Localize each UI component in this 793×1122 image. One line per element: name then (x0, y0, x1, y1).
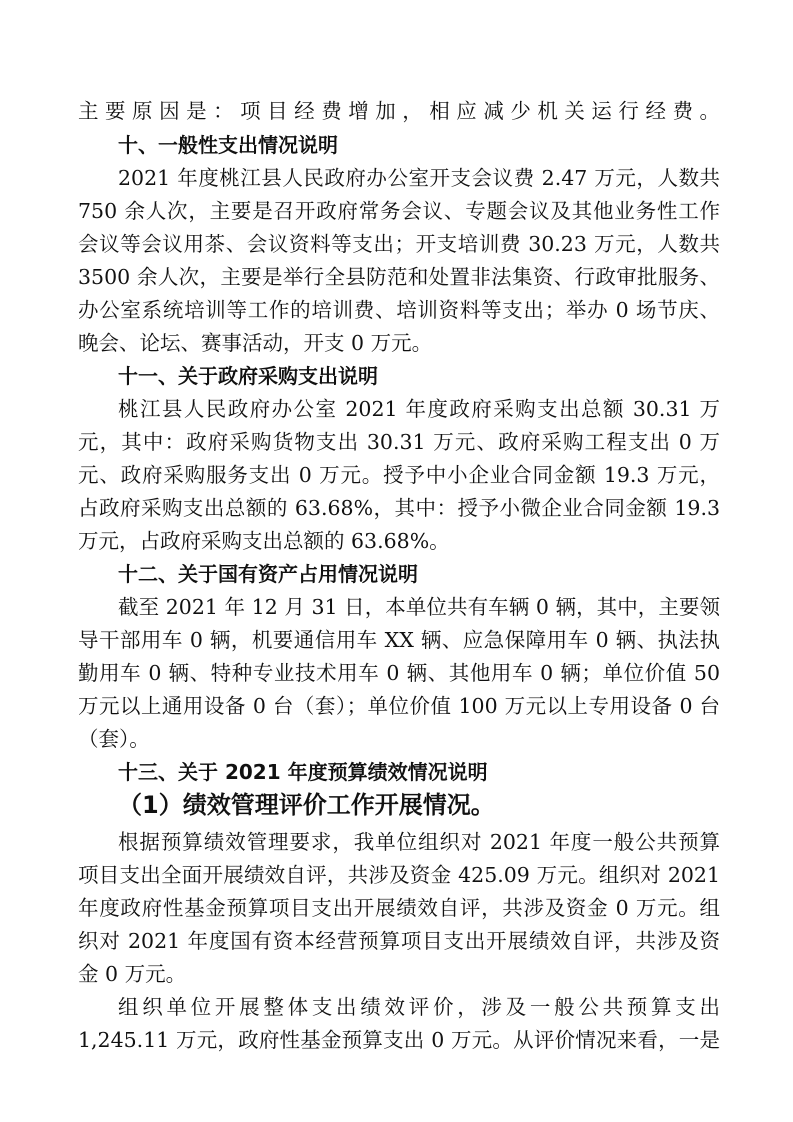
paragraph-line: 截至 2021 年 12 月 31 日，本单位共有车辆 0 辆，其中，主要领 (118, 595, 720, 619)
paragraph-line: 办公室系统培训等工作的培训费、培训资料等支出；举办 0 场节庆、 (78, 298, 720, 322)
paragraph-line: 万元，占政府采购支出总额的 63.68%。 (78, 529, 450, 553)
paragraph-line: 3500 余人次，主要是举行全县防范和处置非法集资、行政审批服务、 (78, 265, 720, 289)
paragraph-line: 根据预算绩效管理要求，我单位组织对 2021 年度一般公共预算 (118, 830, 720, 854)
paragraph-line: 金 0 万元。 (78, 962, 187, 986)
paragraph-line: 元，其中：政府采购货物支出 30.31 万元、政府采购工程支出 0 万 (78, 430, 720, 454)
subsection-heading: （1）绩效管理评价工作开展情况。 (118, 791, 495, 819)
paragraph-line: 勤用车 0 辆、特种专业技术用车 0 辆、其他用车 0 辆；单位价值 50 (78, 661, 720, 685)
paragraph-line: 2021 年度桃江县人民政府办公室开支会议费 2.47 万元，人数共 (118, 166, 720, 190)
paragraph-line: 750 余人次，主要是召开政府常务会议、专题会议及其他业务性工作 (78, 199, 720, 223)
section-heading-11: 十一、关于政府采购支出说明 (118, 364, 378, 388)
paragraph-line: （套）。 (78, 727, 150, 751)
paragraph-line: 年度政府性基金预算项目支出开展绩效自评，共涉及资金 0 万元。组 (78, 896, 720, 920)
paragraph-line: 万元以上通用设备 0 台（套）；单位价值 100 万元以上专用设备 0 台 (78, 694, 720, 718)
section-heading-10: 十、一般性支出情况说明 (118, 133, 338, 157)
paragraph-line: 项目支出全面开展绩效自评，共涉及资金 425.09 万元。组织对 2021 (78, 863, 720, 887)
section-heading-12: 十二、关于国有资产占用情况说明 (118, 562, 418, 586)
paragraph-line: 主要原因是：项目经费增加，相应减少机关运行经费。 (78, 99, 720, 123)
paragraph-line: 会议等会议用茶、会议资料等支出；开支培训费 30.23 万元，人数共 (78, 232, 720, 256)
paragraph-line: 元、政府采购服务支出 0 万元。授予中小企业合同金额 19.3 万元， (78, 463, 720, 487)
paragraph-line: 桃江县人民政府办公室 2021 年度政府采购支出总额 30.31 万 (118, 397, 720, 421)
paragraph-line: 组织单位开展整体支出绩效评价，涉及一般公共预算支出 (118, 995, 720, 1019)
paragraph-line: 1,245.11 万元，政府性基金预算支出 0 万元。从评价情况来看，一是 (78, 1028, 720, 1052)
paragraph-line: 织对 2021 年度国有资本经营预算项目支出开展绩效自评，共涉及资 (78, 929, 720, 953)
section-heading-13: 十三、关于 2021 年度预算绩效情况说明 (118, 760, 488, 784)
paragraph-line: 晚会、论坛、赛事活动，开支 0 万元。 (78, 331, 433, 355)
paragraph-line: 导干部用车 0 辆，机要通信用车 XX 辆、应急保障用车 0 辆、执法执 (78, 628, 720, 652)
paragraph-line: 占政府采购支出总额的 63.68%，其中：授予小微企业合同金额 19.3 (78, 496, 720, 520)
